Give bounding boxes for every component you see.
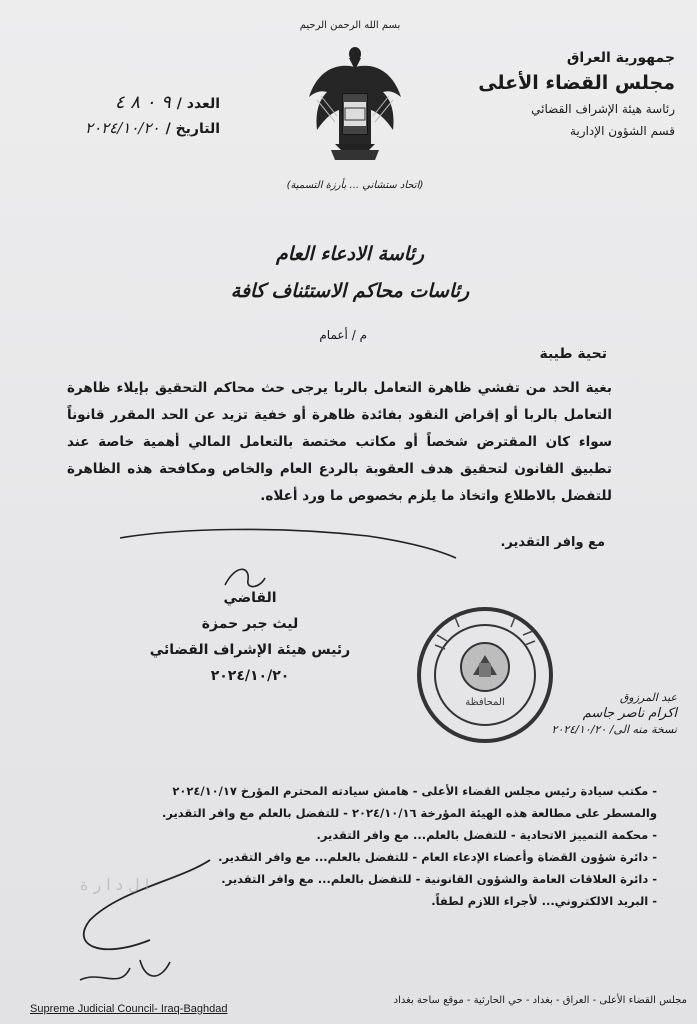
signatory-position: رئيس هيئة الإشراف القضائي [149, 642, 351, 658]
number-row [20, 92, 220, 113]
signatory-title: القاضي [223, 590, 277, 606]
date-row [20, 119, 220, 137]
number-value: ٩ ٠ ٨ ٤ [114, 92, 171, 113]
greeting: تحية طيبة [539, 346, 607, 362]
slogan-text: (اتحاد ستشاني ... بأرزة التسمية) [286, 180, 424, 191]
addressee-line-2: رئاسات محاكم الاستئناف كافة [230, 280, 470, 302]
subject-reference: م / أعمام [319, 328, 367, 342]
distribution-item: والمسطر على مطالعة هذه الهيئة المؤرخة ٢٠٢٤/١٠/١٦ - للتفضل بالعلم مع وافر التقدير. [161, 806, 657, 820]
date-value: ٢٠٢٤/١٠/٢٠ [85, 119, 160, 137]
signature-stroke-icon [118, 520, 458, 560]
addressee-line-1: رئاسة الادعاء العام [275, 243, 424, 265]
department-label: قسم الشؤون الإدارية [570, 124, 675, 138]
distribution-item: - دائرة العلاقات العامة والشؤون القانونية - للتفضل بالعلم... مع وافر التقدير. [221, 872, 657, 886]
stamp-label: المحافظة [465, 697, 505, 708]
signatory-name: ليث جبر حمزة [201, 616, 299, 632]
distribution-item: - دائرة شؤون القضاة وأعضاء الإدعاء العام - للتفضل بالعلم... مع وافر التقدير. [218, 850, 657, 864]
iraq-eagle-emblem-icon [305, 42, 405, 167]
presidency-label: رئاسة هيئة الإشراف القضائي [531, 102, 675, 116]
footer-arabic-address: مجلس القضاء الأعلى - العراق - بغداد - حي الحارثية - موقع ساحة بغداد [393, 995, 687, 1006]
signature-block [140, 590, 360, 694]
date-label: التاريخ / [165, 121, 220, 137]
signature-date: ٢٠٢٤/١٠/٢٠ [210, 668, 290, 684]
number-label: العدد / [176, 96, 220, 112]
header-institution-block [435, 50, 675, 138]
svg-text:ا ل د ا ر ة: ا ل د ا ر ة [80, 875, 150, 894]
header-number-date-block [20, 92, 220, 137]
copy-note-line-1: عبد المرزوق [619, 691, 677, 704]
copy-note-line-3: نسخة منه الى/ ٢٠٢٤/١٠/٢٠ [551, 723, 677, 736]
republic-label: جمهورية العراق [566, 50, 675, 66]
basmala: بسم الله الرحمن الرحيم [299, 20, 401, 31]
closing-text: مع وافر التقدير. [500, 535, 605, 550]
footer-english-address: Supreme Judicial Council- Iraq-Baghdad [30, 1003, 228, 1015]
copy-note-line-2: اكرام ناصر جاسم [582, 706, 677, 721]
council-label: مجلس القضاء الأعلى [478, 72, 675, 94]
handwritten-initials-icon [60, 850, 220, 1000]
distribution-item: - محكمة التمييز الاتحادية - للتفضل بالعلم... مع وافر التقدير. [316, 828, 657, 842]
distribution-item: - مكتب سيادة رئيس مجلس القضاء الأعلى - هامش سيادته المحترم المؤرخ ٢٠٢٤/١٠/١٧ [172, 784, 657, 798]
letter-body: بغية الحد من تفشي ظاهرة التعامل بالربا يرجى حث محاكم التحقيق بإيلاء ظاهرة التعامل بالربا أو إقراض النقود بفائدة ظاهرة أو خفية تزيد عن الحد المقرر قانوناً سواء كان المقترض شخصاً أو مكاتب مختصة بالتعامل المالي أهمية خاصة عند تطبيق القانون لتحقيق هدف العقوبة بالردع العام والخاص ومكافحة هذه الظاهرة للتفضل بالاطلاع واتخاذ ما يلزم بخصوص ما ورد أعلاه. [67, 380, 612, 504]
distribution-item: - البريد الالكتروني... لأجراء اللازم لطفاً. [431, 894, 657, 908]
copy-notes [467, 690, 677, 738]
